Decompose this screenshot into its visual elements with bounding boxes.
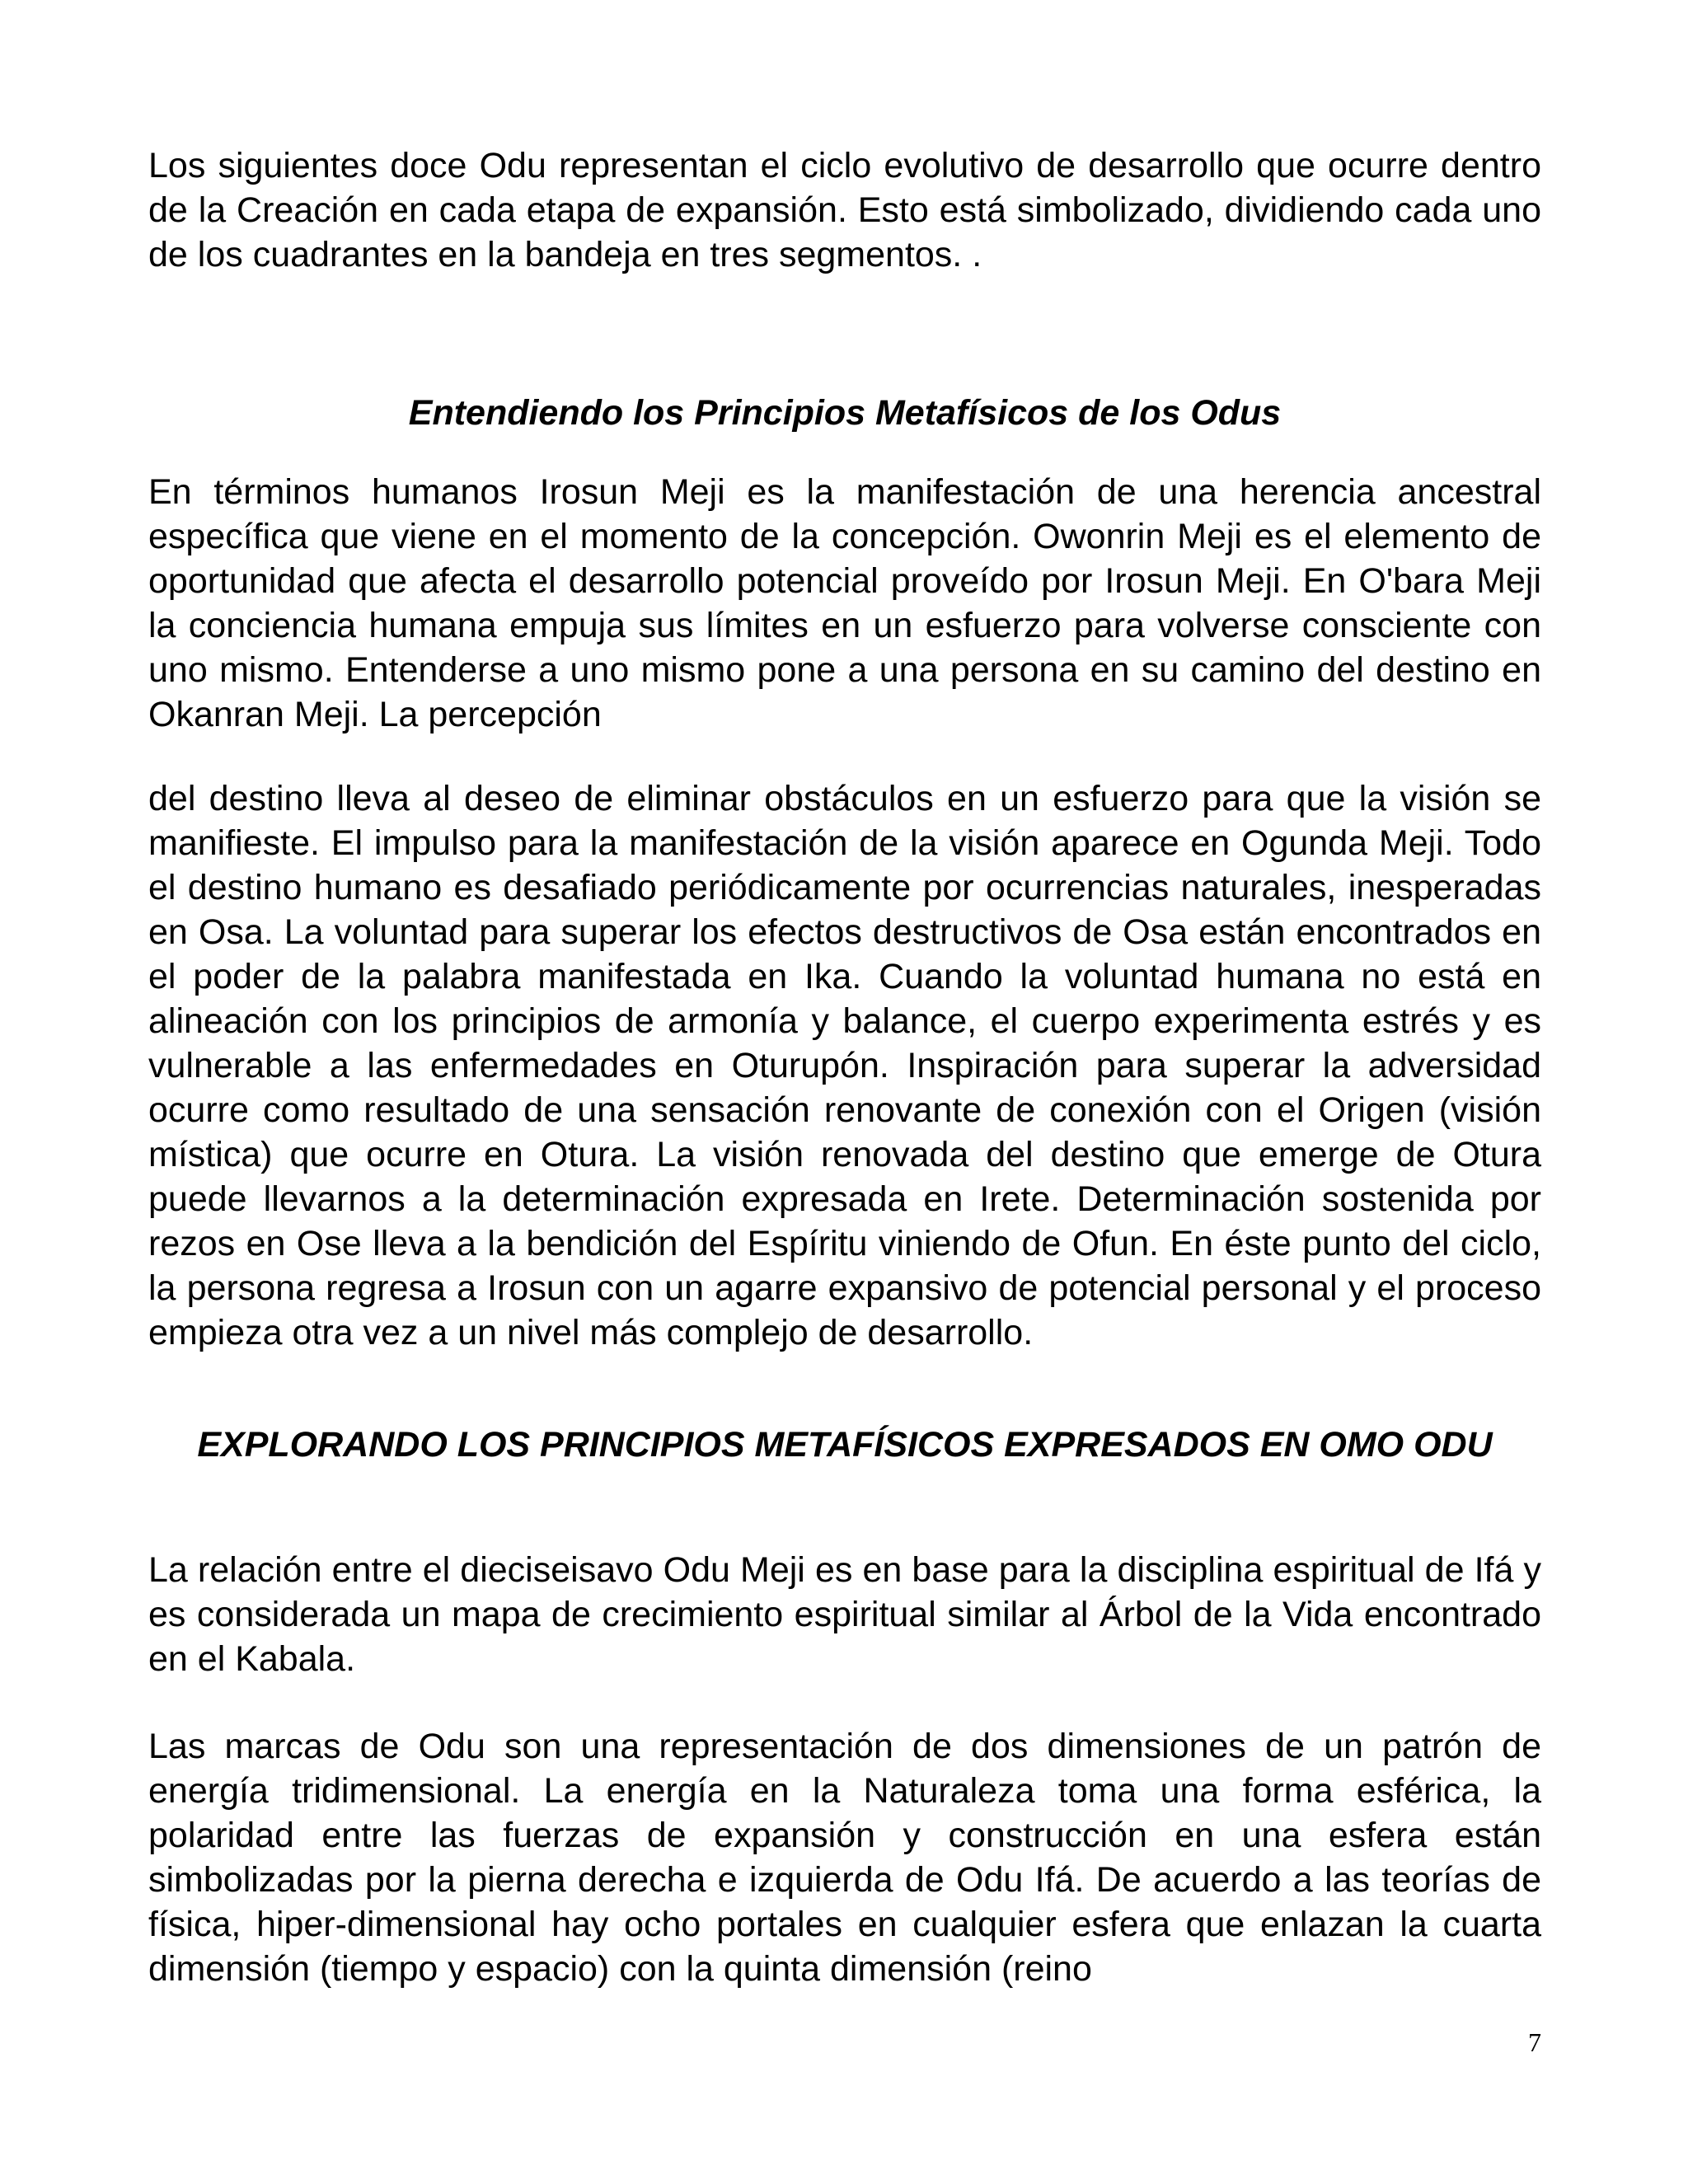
section-heading-exploring: EXPLORANDO LOS PRINCIPIOS METAFÍSICOS EXPRESADOS EN OMO ODU xyxy=(197,1425,1493,1465)
odu-marks-paragraph: Las marcas de Odu son una representación de dos dimensiones de un patrón de energía tridimensional. La energía en la Naturaleza toma una forma esférica, la polaridad entre las fuerzas de expansión y construcción en una esfera están simbolizadas por la pierna derecha e izquierda de Odu Ifá. De acuerdo a las teorías de física, hiper-dimensional hay ocho portales en cualquier esfera que enlazan la cuarta dimensión (tiempo y espacio) con la quinta dimensión (reino xyxy=(148,1727,1541,1989)
destiny-paragraph: del destino lleva al deseo de eliminar obstáculos en un esfuerzo para que la visión se manifieste. El impulso para la manifestación de la visión aparece en Ogunda Meji. Todo el destino humano es desafiado periódicamente por ocurrencias naturales, inesperadas en Osa. La voluntad para superar los efectos destructivos de Osa están encontrados en el poder de la palabra manifestada en Ika. Cuando la voluntad humana no está en alineación con los principios de armonía y balance, el cuerpo experimenta estrés y es vulnerable a las enfermedades en Oturupón. Inspiración para superar la adversidad ocurre como resultado de una sensación renovante de conexión con el Origen (visión mística) que ocurre en Otura. La visión renovada del destino que emerge de Otura puede llevarnos a la determinación expresada en Irete. Determinación sostenida por rezos en Ose lleva a la bendición del Espíritu viniendo de Ofun. En éste punto del ciclo, la persona regresa a Irosun con un agarre expansivo de potencial personal y el proceso empieza otra vez a un nivel más complejo de desarrollo. xyxy=(148,779,1541,1352)
irosun-paragraph: En términos humanos Irosun Meji es la manifestación de una herencia ancestral específica que viene en el momento de la concepción. Owonrin Meji es el elemento de oportunidad que afecta el desarrollo potencial proveído por Irosun Meji. En O'bara Meji la conciencia humana empuja sus límites en un esfuerzo para volverse consciente con uno mismo. Entenderse a uno mismo pone a una persona en su camino del destino en Okanran Meji. La percepción xyxy=(148,472,1541,734)
intro-paragraph: Los siguientes doce Odu representan el ciclo evolutivo de desarrollo que ocurre dentro de la Creación en cada etapa de expansión. Esto está simbolizado, dividiendo cada uno de los cuadrantes en la bandeja en tres segmentos. . xyxy=(148,146,1541,274)
odu-meji-paragraph: La relación entre el dieciseisavo Odu Meji es en base para la disciplina espiritual de Ifá y es considerada un mapa de crecimiento espiritual similar al Árbol de la Vida encontrado en el Kabala. xyxy=(148,1550,1541,1679)
page-number: 7 xyxy=(1528,2027,1541,2057)
section-heading-understanding: Entendiendo los Principios Metafísicos de los Odus xyxy=(408,393,1282,433)
